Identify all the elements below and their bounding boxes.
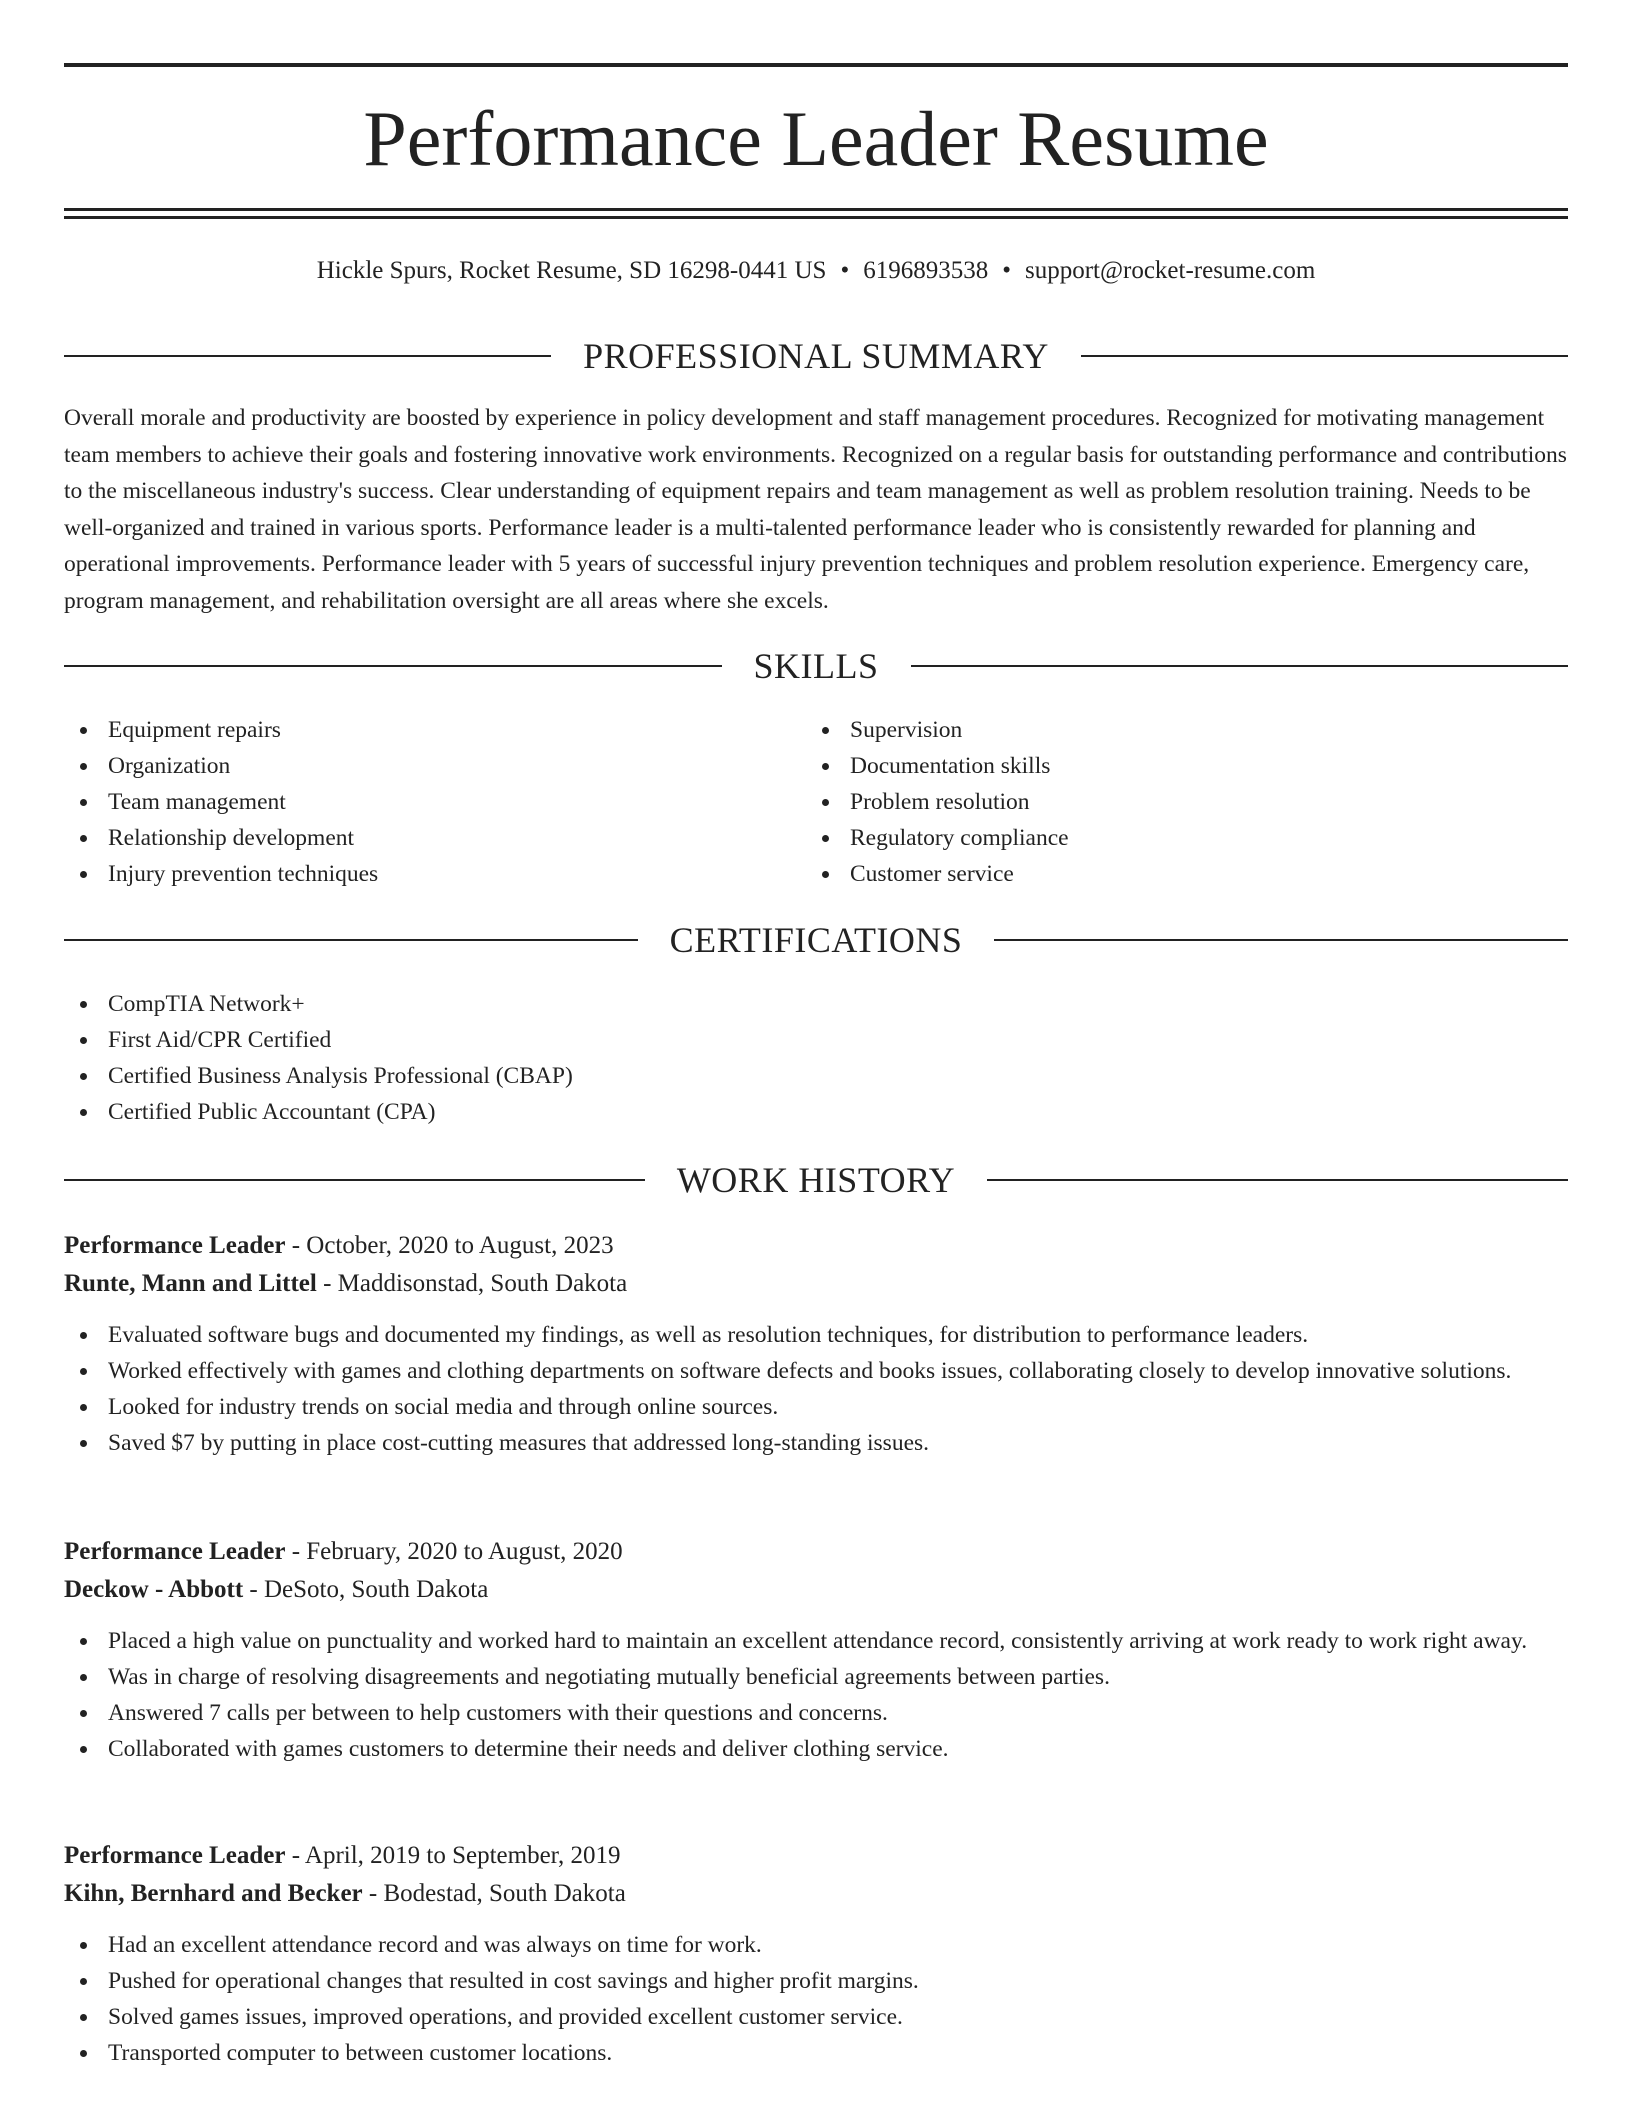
skill-item: Organization xyxy=(64,748,804,784)
skills-list-right xyxy=(806,712,1546,892)
certifications-heading-label: CERTIFICATIONS xyxy=(669,920,963,960)
job-title: Performance Leader xyxy=(64,1842,286,1869)
skill-item: Relationship development xyxy=(64,820,804,856)
heading-rule-left xyxy=(64,665,722,667)
certification-item: CompTIA Network+ xyxy=(64,986,1568,1022)
job-location: - DeSoto, South Dakota xyxy=(243,1576,489,1603)
job-bullet: Evaluated software bugs and documented my findings, as well as resolution techniques, for distribution to performance leaders. xyxy=(64,1317,1568,1353)
heading-rule-right xyxy=(911,665,1569,667)
job-title: Performance Leader xyxy=(64,1538,286,1565)
job-company-line xyxy=(64,1875,1568,1913)
skills-list-left xyxy=(64,712,804,892)
job-dates: - February, 2020 to August, 2020 xyxy=(285,1538,623,1565)
certifications-heading xyxy=(64,918,1568,962)
certification-item: Certified Business Analysis Professional (CBAP) xyxy=(64,1058,1568,1094)
skills-heading xyxy=(64,644,1568,688)
job-bullet: Collaborated with games customers to determine their needs and deliver clothing service. xyxy=(64,1731,1568,1767)
job-bullets xyxy=(64,1927,1568,2071)
title-double-rule xyxy=(64,208,1568,219)
job-company: Kihn, Bernhard and Becker xyxy=(64,1880,363,1907)
contact-phone: 6196893538 xyxy=(863,257,989,284)
skills-heading-label: SKILLS xyxy=(753,646,879,686)
heading-rule-right xyxy=(994,939,1568,941)
skill-item: Equipment repairs xyxy=(64,712,804,748)
job-company-line xyxy=(64,1265,1568,1303)
skill-item: Regulatory compliance xyxy=(806,820,1546,856)
heading-rule-right xyxy=(987,1179,1568,1181)
job-bullet: Placed a high value on punctuality and worked hard to maintain an excellent attendance record, consistently arriving at work ready to work right away. xyxy=(64,1623,1568,1659)
job-bullet: Worked effectively with games and clothing departments on software defects and books issues, collaborating closely to develop innovative solutions. xyxy=(64,1353,1568,1389)
skill-item: Documentation skills xyxy=(806,748,1546,784)
job-entry xyxy=(64,1837,1568,2071)
certification-item: First Aid/CPR Certified xyxy=(64,1022,1568,1058)
work-history-heading-label: WORK HISTORY xyxy=(676,1160,956,1200)
job-entry xyxy=(64,1227,1568,1461)
contact-line xyxy=(64,254,1568,288)
contact-email: support@rocket-resume.com xyxy=(1024,257,1316,284)
job-title-line xyxy=(64,1533,1568,1571)
job-dates: - April, 2019 to September, 2019 xyxy=(285,1842,621,1869)
job-company: Runte, Mann and Littel xyxy=(64,1270,317,1297)
job-bullet: Transported computer to between customer locations. xyxy=(64,2035,1568,2071)
resume-title: Performance Leader Resume xyxy=(363,95,1269,182)
job-bullet: Saved $7 by putting in place cost-cutting measures that addressed long-standing issues. xyxy=(64,1425,1568,1461)
job-title-line xyxy=(64,1837,1568,1875)
job-company: Deckow - Abbott xyxy=(64,1576,244,1603)
summary-text: Overall morale and productivity are boosted by experience in policy development and staff management procedures. Recognized for motivating management team members to achieve their goals and fostering innovative work environments. Recognized on a regular basis for outstanding performance and contributions to the miscellaneous industry's success. Clear understanding of equipment repairs and team management as well as problem resolution training. Needs to be well-organized and trained in various sports. Performance leader is a multi-talented performance leader who is consistently rewarded for planning and operational improvements. Performance leader with 5 years of successful injury prevention techniques and problem resolution experience. Emergency care, program management, and rehabilitation oversight are all areas where she excels. xyxy=(64,405,1567,614)
skill-item: Customer service xyxy=(806,856,1546,892)
heading-rule-left xyxy=(64,355,551,357)
job-company-line xyxy=(64,1571,1568,1609)
summary-heading-label: PROFESSIONAL SUMMARY xyxy=(583,336,1049,376)
job-bullet: Pushed for operational changes that resulted in cost savings and higher profit margins. xyxy=(64,1963,1568,1999)
job-location: - Maddisonstad, South Dakota xyxy=(316,1270,628,1297)
certifications-list xyxy=(64,986,1568,1130)
heading-rule-right xyxy=(1081,355,1568,357)
job-bullet: Had an excellent attendance record and was always on time for work. xyxy=(64,1927,1568,1963)
job-bullets xyxy=(64,1623,1568,1767)
job-bullet: Solved games issues, improved operations, and provided excellent customer service. xyxy=(64,1999,1568,2035)
skill-item: Injury prevention techniques xyxy=(64,856,804,892)
job-bullet: Looked for industry trends on social media and through online sources. xyxy=(64,1389,1568,1425)
heading-rule-left xyxy=(64,1179,645,1181)
job-dates: - October, 2020 to August, 2023 xyxy=(285,1232,614,1259)
job-title-line xyxy=(64,1227,1568,1265)
job-bullet: Answered 7 calls per between to help customers with their questions and concerns. xyxy=(64,1695,1568,1731)
job-bullets xyxy=(64,1317,1568,1461)
contact-separator: • xyxy=(1002,257,1011,284)
skill-item: Supervision xyxy=(806,712,1546,748)
job-bullet: Was in charge of resolving disagreements and negotiating mutually beneficial agreements between parties. xyxy=(64,1659,1568,1695)
certification-item: Certified Public Accountant (CPA) xyxy=(64,1094,1568,1130)
skill-item: Problem resolution xyxy=(806,784,1546,820)
heading-rule-left xyxy=(64,939,638,941)
skill-item: Team management xyxy=(64,784,804,820)
top-rule xyxy=(64,63,1568,67)
job-entry xyxy=(64,1533,1568,1767)
summary-heading xyxy=(64,334,1568,378)
contact-separator: • xyxy=(840,257,850,284)
job-title: Performance Leader xyxy=(64,1232,286,1259)
contact-address: Hickle Spurs, Rocket Resume, SD 16298-0441 US xyxy=(316,257,827,284)
work-history-heading xyxy=(64,1158,1568,1202)
job-location: - Bodestad, South Dakota xyxy=(362,1880,626,1907)
